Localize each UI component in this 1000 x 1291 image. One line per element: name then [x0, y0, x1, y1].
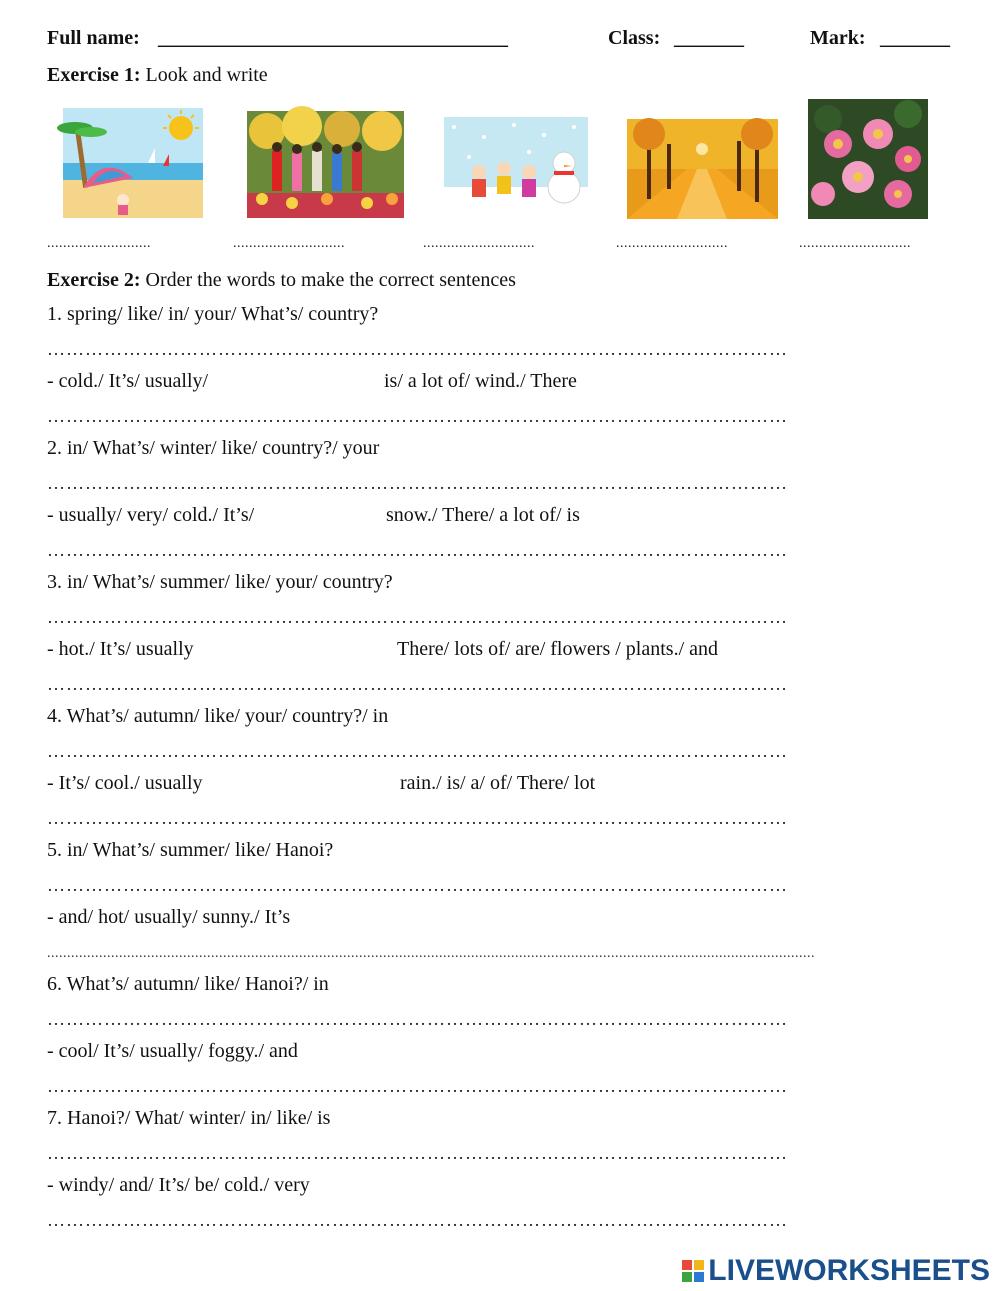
winter-snow-picture [444, 117, 588, 215]
answer-line-5q[interactable]: ……………………………………………………………………………………………………… [47, 875, 788, 895]
answer-line-5a[interactable]: ................................................................................................................................................................................................ [47, 946, 815, 961]
answer-line-1q[interactable]: ……………………………………………………………………………………………………… [47, 339, 788, 359]
answer-5-words: - and/ hot/ usually/ sunny./ It’s [47, 906, 291, 928]
question-3: 3. in/ What’s/ summer/ like/ your/ country? [47, 571, 393, 593]
answer-4-words-b: rain./ is/ a/ of/ There/ lot [400, 772, 596, 794]
autumn-trees-picture [627, 119, 778, 219]
picture-2-answer-blank[interactable]: ............................ [233, 236, 345, 251]
class-blank[interactable]: _______ [674, 27, 744, 49]
answer-line-7q[interactable]: ……………………………………………………………………………………………………… [47, 1143, 788, 1163]
spring-flowers-picture [808, 99, 928, 219]
spring-festival-picture [247, 111, 404, 218]
class-label: Class: [608, 27, 661, 49]
answer-line-4q[interactable]: ……………………………………………………………………………………………………… [47, 741, 788, 761]
answer-line-6q[interactable]: ……………………………………………………………………………………………………… [47, 1009, 788, 1029]
answer-6-words: - cool/ It’s/ usually/ foggy./ and [47, 1040, 298, 1062]
summer-beach-picture [63, 108, 203, 218]
answer-line-3q[interactable]: ……………………………………………………………………………………………………… [47, 607, 788, 627]
answer-2-words-a: - usually/ very/ cold./ It’s/ [47, 504, 255, 526]
fullname-label: Full name: [47, 27, 140, 49]
mark-blank[interactable]: _______ [880, 27, 950, 49]
picture-5-answer-blank[interactable]: ............................ [799, 236, 911, 251]
liveworksheets-logo [682, 1253, 990, 1289]
answer-line-2a[interactable]: ……………………………………………………………………………………………………… [47, 540, 788, 560]
fullname-blank[interactable]: ___________________________________ [158, 27, 508, 49]
question-2: 2. in/ What’s/ winter/ like/ country?/ your [47, 437, 380, 459]
answer-2-words-b: snow./ There/ a lot of/ is [386, 504, 580, 526]
answer-3-words-b: There/ lots of/ are/ flowers / plants./ and [397, 638, 719, 660]
picture-4-answer-blank[interactable]: ............................ [616, 236, 728, 251]
answer-line-3a[interactable]: ……………………………………………………………………………………………………… [47, 674, 788, 694]
answer-4-words-a: - It’s/ cool./ usually [47, 772, 203, 794]
answer-7-words: - windy/ and/ It’s/ be/ cold./ very [47, 1174, 310, 1196]
question-7: 7. Hanoi?/ What/ winter/ in/ like/ is [47, 1107, 331, 1129]
answer-line-2q[interactable]: ……………………………………………………………………………………………………… [47, 473, 788, 493]
exercise-2-title: Exercise 2: [47, 269, 141, 291]
picture-1-answer-blank[interactable]: .......................... [47, 236, 151, 251]
logo-text: LIVEWORKSHEETS [708, 1254, 990, 1287]
answer-line-6a[interactable]: ……………………………………………………………………………………………………… [47, 1076, 788, 1096]
question-5: 5. in/ What’s/ summer/ like/ Hanoi? [47, 839, 334, 861]
answer-line-1a[interactable]: ……………………………………………………………………………………………………… [47, 406, 788, 426]
answer-line-4a[interactable]: ……………………………………………………………………………………………………… [47, 808, 788, 828]
mark-label: Mark: [810, 27, 866, 49]
question-1: 1. spring/ like/ in/ your/ What’s/ country? [47, 303, 379, 325]
exercise-2-heading [47, 268, 516, 292]
exercise-1-title: Exercise 1: [47, 64, 141, 86]
exercise-2-instruction: Order the words to make the correct sentences [145, 269, 516, 291]
question-4: 4. What’s/ autumn/ like/ your/ country?/ in [47, 705, 389, 727]
answer-1-words-a: - cold./ It’s/ usually/ [47, 370, 209, 392]
answer-1-words-b: is/ a lot of/ wind./ There [384, 370, 577, 392]
picture-3-answer-blank[interactable]: ............................ [423, 236, 535, 251]
exercise-1-heading [47, 63, 268, 87]
answer-line-7a[interactable]: ……………………………………………………………………………………………………… [47, 1210, 788, 1230]
exercise-1-instruction: Look and write [145, 64, 268, 86]
question-6: 6. What’s/ autumn/ like/ Hanoi?/ in [47, 973, 329, 995]
logo-squares-icon [682, 1260, 704, 1282]
answer-3-words-a: - hot./ It’s/ usually [47, 638, 194, 660]
